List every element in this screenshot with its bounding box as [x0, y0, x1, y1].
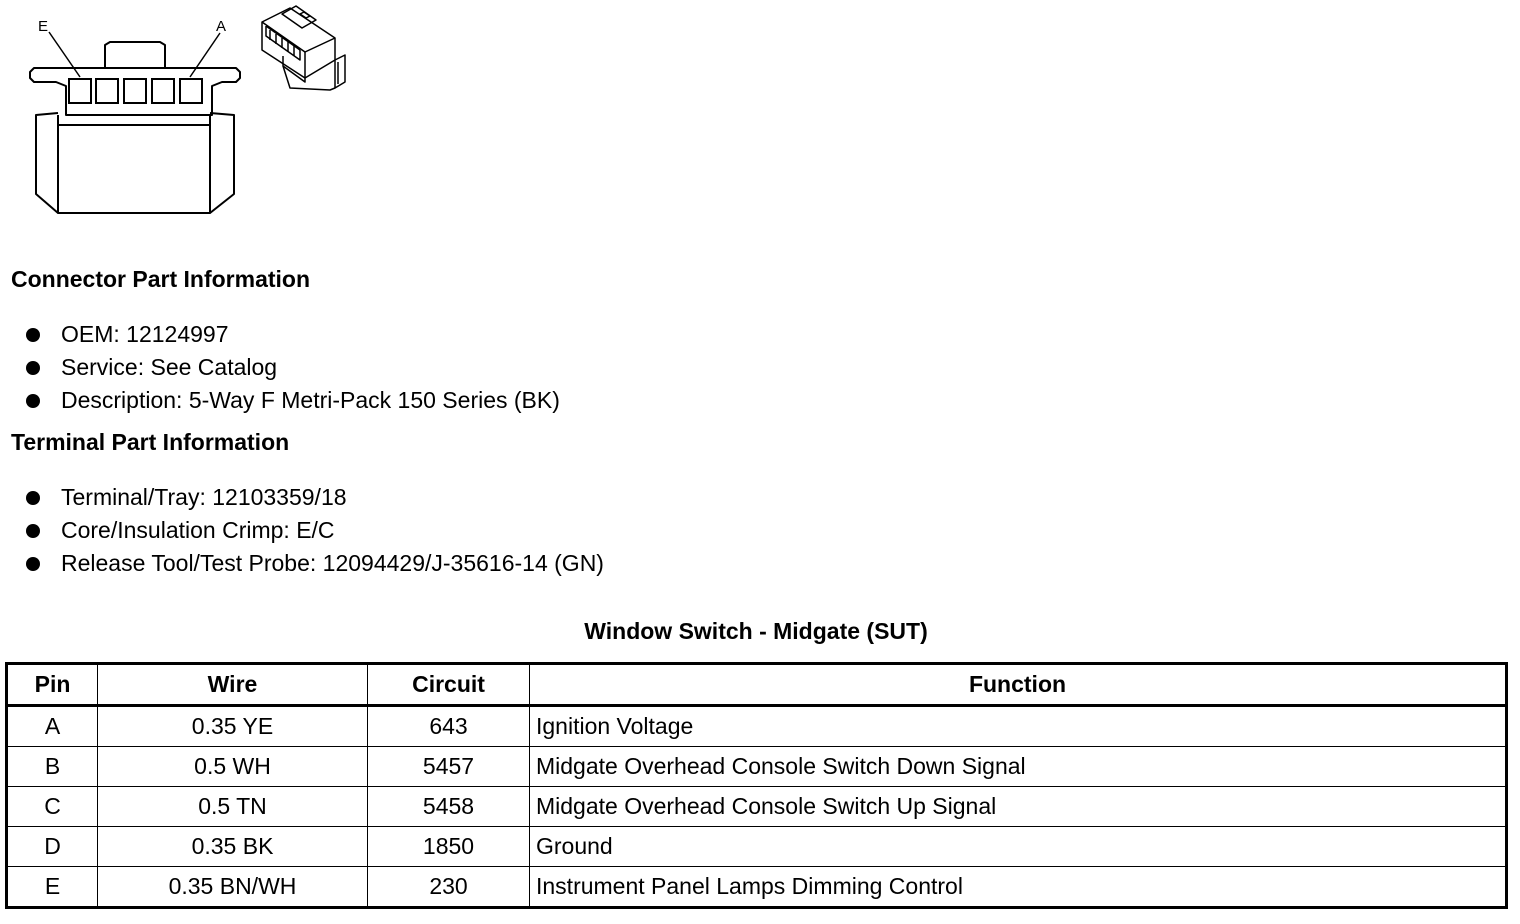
table-title: Window Switch - Midgate (SUT) [584, 618, 928, 644]
terminal-info-list [26, 481, 604, 580]
function-cell: Midgate Overhead Console Switch Up Signal [530, 787, 1507, 827]
bullet-icon [26, 361, 40, 375]
bullet-icon [26, 557, 40, 571]
list-item: Terminal/Tray: 12103359/18 [26, 481, 604, 514]
pin-cell: C [7, 787, 98, 827]
column-header-function: Function [530, 664, 1507, 706]
circuit-cell: 5458 [368, 787, 530, 827]
wire-cell: 0.35 BN/WH [98, 867, 368, 908]
table-header-row [7, 664, 1507, 706]
circuit-cell: 5457 [368, 747, 530, 787]
wire-cell: 0.35 BK [98, 827, 368, 867]
connector-info-heading: Connector Part Information [11, 266, 311, 292]
function-cell: Ignition Voltage [530, 706, 1507, 747]
column-header-circuit: Circuit [368, 664, 530, 706]
bullet-icon [26, 524, 40, 538]
connector-info-list [26, 318, 560, 417]
list-item: Service: See Catalog [26, 351, 560, 384]
cavity-label-e: E [38, 18, 49, 35]
terminal-info-heading: Terminal Part Information [11, 429, 290, 455]
pinout-table [5, 662, 1508, 909]
circuit-cell: 230 [368, 867, 530, 908]
circuit-cell: 643 [368, 706, 530, 747]
column-header-pin: Pin [7, 664, 98, 706]
bullet-icon [26, 394, 40, 408]
wire-cell: 0.5 WH [98, 747, 368, 787]
table-row [7, 706, 1507, 747]
table-row [7, 747, 1507, 787]
connector-iso-illustration [262, 6, 345, 90]
table-row [7, 827, 1507, 867]
column-header-wire: Wire [98, 664, 368, 706]
table-row [7, 867, 1507, 908]
cavity-label-a: A [216, 18, 227, 35]
list-item: Description: 5-Way F Metri-Pack 150 Series (BK) [26, 384, 560, 417]
function-cell: Midgate Overhead Console Switch Down Signal [530, 747, 1507, 787]
pin-cell: D [7, 827, 98, 867]
table-row [7, 787, 1507, 827]
pin-cell: E [7, 867, 98, 908]
list-item: OEM: 12124997 [26, 318, 560, 351]
wire-cell: 0.35 YE [98, 706, 368, 747]
function-cell: Instrument Panel Lamps Dimming Control [530, 867, 1507, 908]
pin-cell: A [7, 706, 98, 747]
cavity-row [69, 79, 202, 103]
list-item: Release Tool/Test Probe: 12094429/J-35616-14 (GN) [26, 547, 604, 580]
connector-illustration [0, 0, 360, 225]
bullet-icon [26, 328, 40, 342]
wire-cell: 0.5 TN [98, 787, 368, 827]
pin-cell: B [7, 747, 98, 787]
list-item: Core/Insulation Crimp: E/C [26, 514, 604, 547]
bullet-icon [26, 491, 40, 505]
function-cell: Ground [530, 827, 1507, 867]
circuit-cell: 1850 [368, 827, 530, 867]
